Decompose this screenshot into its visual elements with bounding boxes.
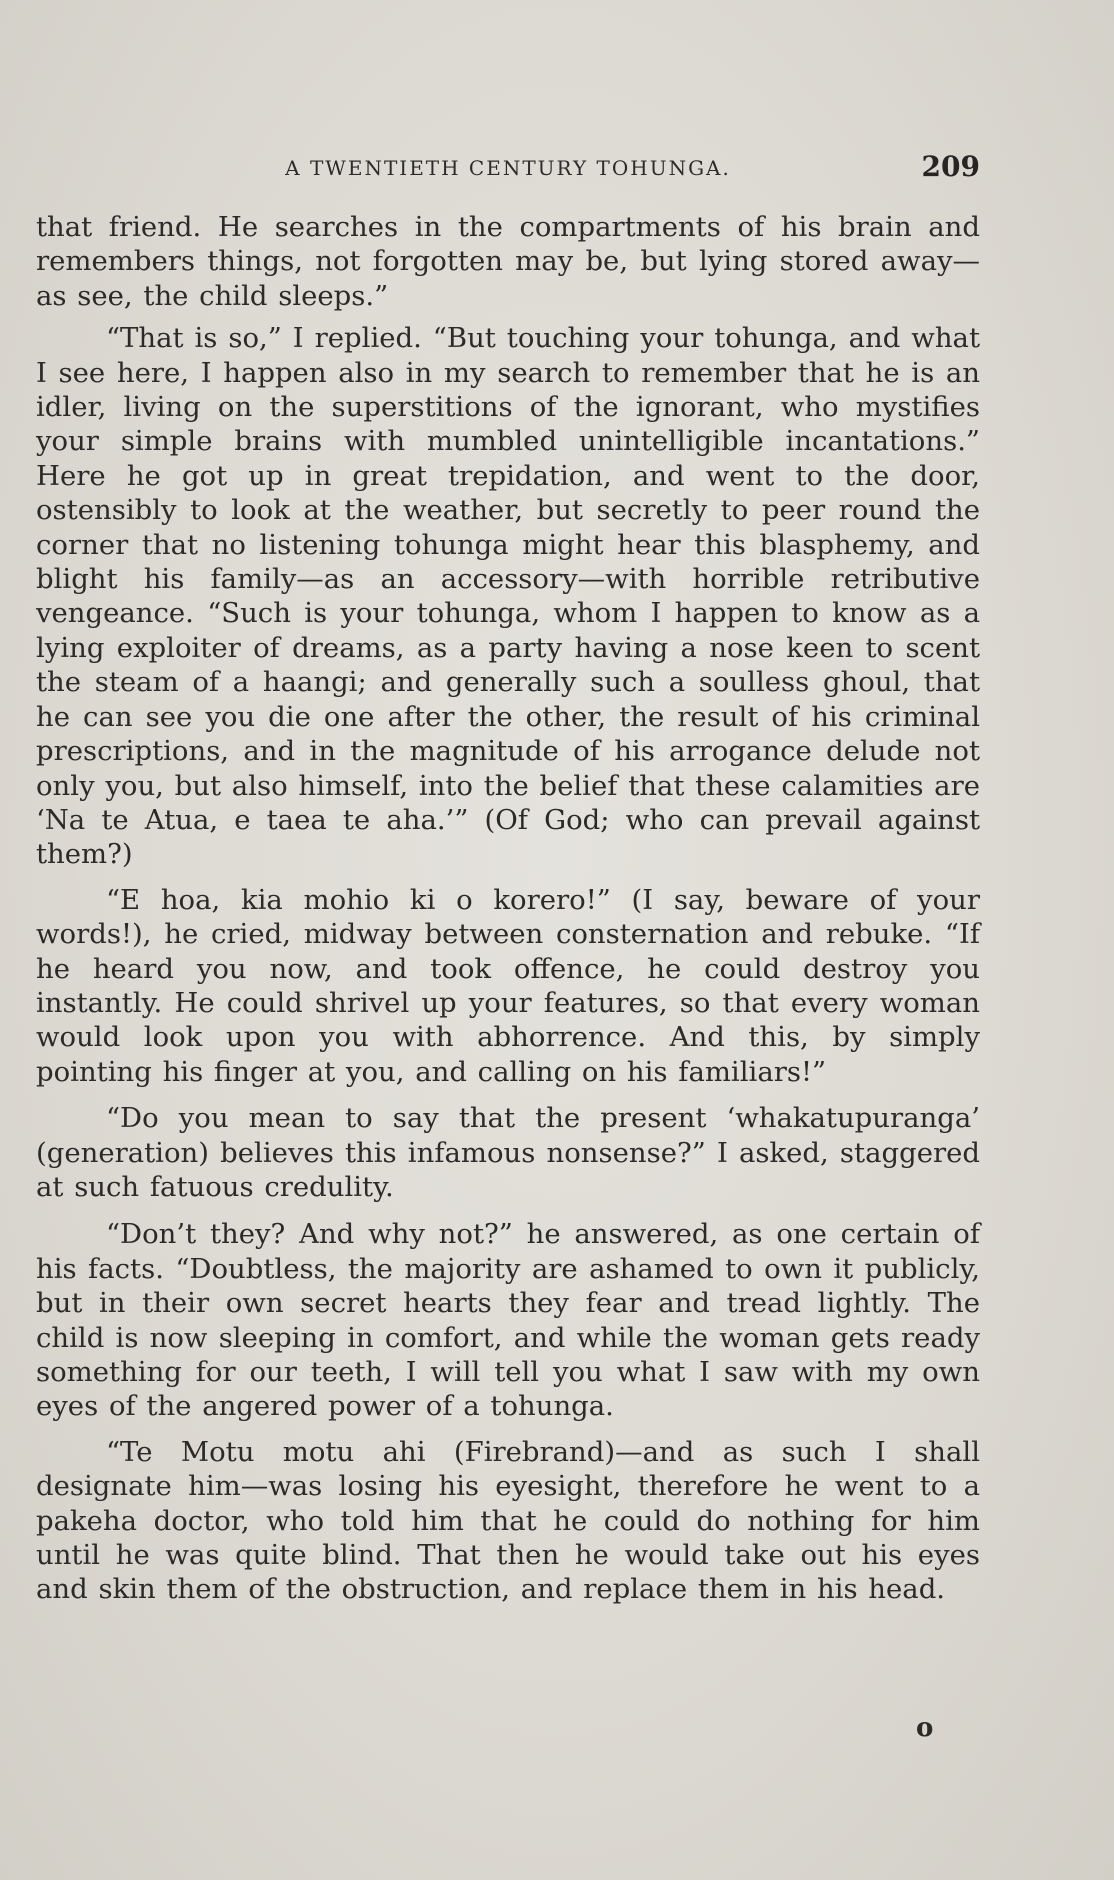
paragraph-6: “Te Motu motu ahi (Firebrand)—and as such I shall designate him—was losing his eyesight, therefore he went to a pakeha doctor, who told him that he could do nothing for him until he was quite blind. That then he would take out his eyes and skin them of the obstruction, and replace them in his head. <box>36 1435 980 1606</box>
paragraph-2: “That is so,” I replied. “But touching your tohunga, and what I see here, I happen also in my search to remember that he is an idler, living on the superstitions of the ignorant, who mystifies your simple brains with mumbled unintelligible incantations.” Here he got up in great trepidation, and went to the door, ostensibly to look at the weather, but secretly to peer round the corner that no listening tohunga might hear this blasphemy, and blight his family—as an accessory—with horrible retributive vengeance. “Such is your tohunga, whom I happen to know as a lying exploiter of dreams, as a party having a nose keen to scent the steam of a haangi; and generally such a soulless ghoul, that he can see you die one after the other, the result of his criminal prescriptions, and in the magnitude of his arrogance delude not only you, but also himself, into the belief that these calamities are ‘Na te Atua, e taea te aha.’” (Of God; who can prevail against them?) <box>36 322 980 871</box>
running-title: A TWENTIETH CENTURY TOHUNGA. <box>285 156 731 180</box>
body-text <box>36 210 980 1607</box>
page-header <box>36 148 980 188</box>
paragraph-1: that friend. He searches in the compartments of his brain and remembers things, not forgotten may be, but lying stored away—as see, the child sleeps.” <box>36 211 980 312</box>
paragraph-3: “E hoa, kia mohio ki o korero!” (I say, beware of your words!), he cried, midway between consternation and rebuke. “If he heard you now, and took offence, he could destroy you instantly. He could shrivel up your features, so that every woman would look upon you with abhorrence. And this, by simply pointing his finger at you, and calling on his familiars!” <box>36 883 980 1088</box>
paragraph-5: “Don’t they? And why not?” he answered, as one certain of his facts. “Doubtless, the majority are ashamed to own it publicly, but in their own secret hearts they fear and tread lightly. The child is now sleeping in comfort, and while the woman gets ready something for our teeth, I will tell you what I saw with my own eyes of the angered power of a tohunga. <box>36 1218 980 1423</box>
signature-mark: o <box>916 1713 934 1743</box>
page-number: 209 <box>921 150 980 183</box>
paragraph-4: “Do you mean to say that the present ‘whakatupuranga’ (generation) believes this infamous nonsense?” I asked, staggered at such fatuous credulity. <box>36 1102 980 1203</box>
